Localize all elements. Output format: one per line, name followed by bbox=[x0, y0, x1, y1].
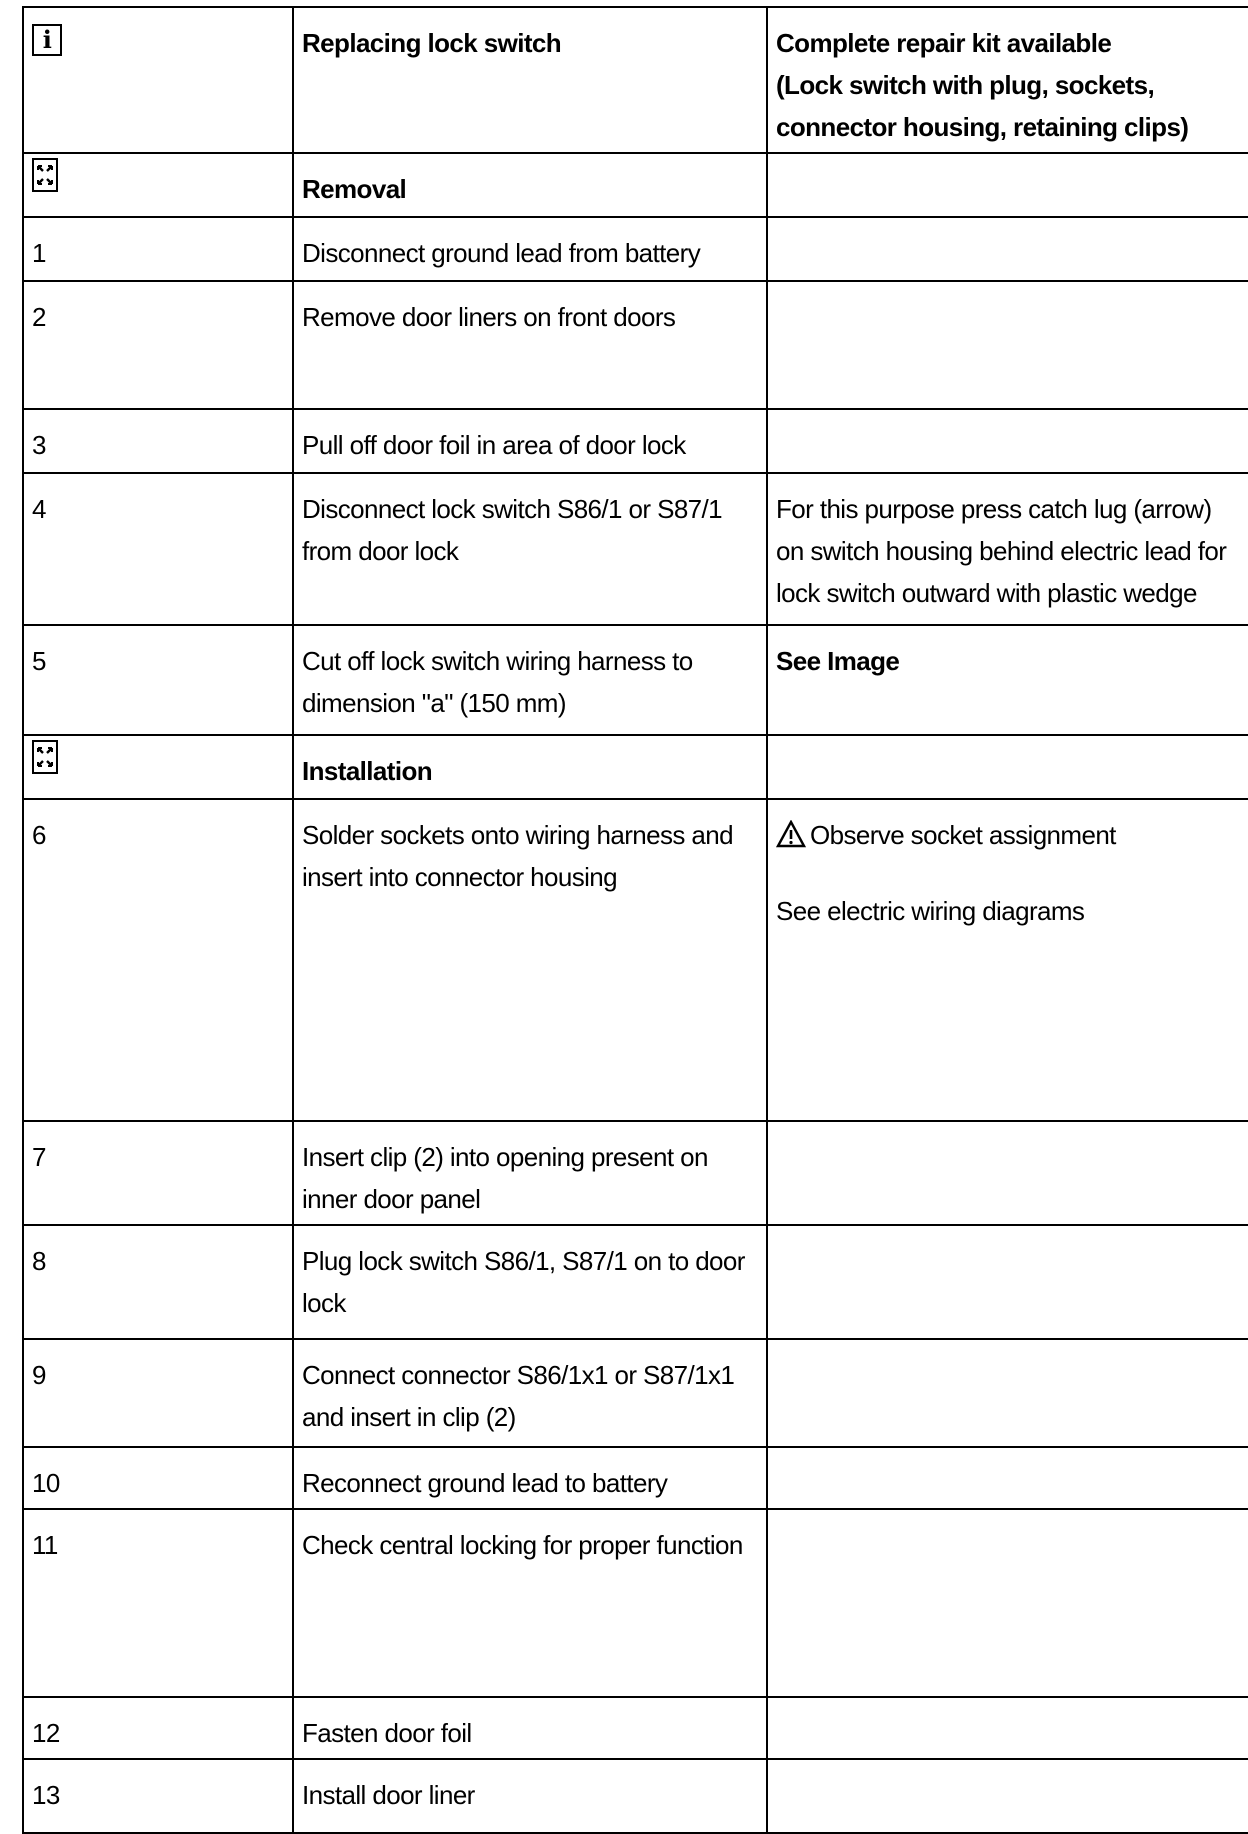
step-number: 1 bbox=[23, 217, 293, 281]
step-row bbox=[23, 1225, 1248, 1339]
warning-text: Observe socket assignment bbox=[810, 820, 1116, 850]
step-text: Solder sockets onto wiring harness and insert into connector housing bbox=[293, 799, 767, 1121]
step-text: Install door liner bbox=[293, 1759, 767, 1833]
step-note bbox=[767, 1759, 1248, 1833]
step-note bbox=[767, 1509, 1248, 1697]
step-row bbox=[23, 799, 1248, 1121]
info-cell bbox=[23, 7, 293, 153]
step-text: Disconnect lock switch S86/1 or S87/1 from door lock bbox=[293, 473, 767, 625]
step-text: Fasten door foil bbox=[293, 1697, 767, 1759]
tool-icon bbox=[32, 158, 58, 192]
step-note bbox=[767, 1447, 1248, 1509]
warning-note bbox=[776, 814, 1241, 860]
procedure-table bbox=[22, 6, 1248, 1834]
step-number: 4 bbox=[23, 473, 293, 625]
info-icon: i bbox=[32, 24, 62, 56]
step-text: Disconnect ground lead from battery bbox=[293, 217, 767, 281]
step-number: 2 bbox=[23, 281, 293, 409]
step-row bbox=[23, 1121, 1248, 1225]
step-row bbox=[23, 1509, 1248, 1697]
step-note: For this purpose press catch lug (arrow) on switch housing behind electric lead for lock switch outward with plastic wedge bbox=[767, 473, 1248, 625]
step-note bbox=[767, 1339, 1248, 1447]
procedure-title: Replacing lock switch bbox=[293, 7, 767, 153]
repair-kit-line1: Complete repair kit available bbox=[776, 28, 1112, 58]
step-row bbox=[23, 625, 1248, 735]
repair-kit-line2: (Lock switch with plug, sockets, connector housing, retaining clips) bbox=[776, 70, 1189, 142]
step-note bbox=[767, 1121, 1248, 1225]
step-note bbox=[767, 799, 1248, 1121]
step-number: 3 bbox=[23, 409, 293, 473]
step-text: Pull off door foil in area of door lock bbox=[293, 409, 767, 473]
repair-kit-note bbox=[767, 7, 1248, 153]
step-text: Check central locking for proper function bbox=[293, 1509, 767, 1697]
step-number: 5 bbox=[23, 625, 293, 735]
header-row bbox=[23, 7, 1248, 153]
section-row-removal bbox=[23, 153, 1248, 217]
empty-cell bbox=[767, 153, 1248, 217]
step-number: 12 bbox=[23, 1697, 293, 1759]
step-number: 7 bbox=[23, 1121, 293, 1225]
step-row bbox=[23, 1759, 1248, 1833]
section-row-installation bbox=[23, 735, 1248, 799]
empty-cell bbox=[767, 735, 1248, 799]
step-row bbox=[23, 473, 1248, 625]
step-row bbox=[23, 1339, 1248, 1447]
step-number: 13 bbox=[23, 1759, 293, 1833]
step-number: 11 bbox=[23, 1509, 293, 1697]
step-row bbox=[23, 409, 1248, 473]
tool-icon bbox=[32, 740, 58, 774]
step-note bbox=[767, 1225, 1248, 1339]
step-text: Reconnect ground lead to battery bbox=[293, 1447, 767, 1509]
step-row bbox=[23, 281, 1248, 409]
warning-icon bbox=[776, 818, 806, 860]
installation-icon-cell bbox=[23, 735, 293, 799]
step-row bbox=[23, 1697, 1248, 1759]
section-label-installation: Installation bbox=[293, 735, 767, 799]
wiring-diagram-note: See electric wiring diagrams bbox=[776, 896, 1085, 926]
step-note bbox=[767, 409, 1248, 473]
step-number: 9 bbox=[23, 1339, 293, 1447]
step-note bbox=[767, 217, 1248, 281]
step-number: 8 bbox=[23, 1225, 293, 1339]
section-label-removal: Removal bbox=[293, 153, 767, 217]
see-image-link[interactable]: See Image bbox=[767, 625, 1248, 735]
step-number: 10 bbox=[23, 1447, 293, 1509]
step-note bbox=[767, 281, 1248, 409]
step-text: Remove door liners on front doors bbox=[293, 281, 767, 409]
step-number: 6 bbox=[23, 799, 293, 1121]
step-text: Plug lock switch S86/1, S87/1 on to door lock bbox=[293, 1225, 767, 1339]
step-text: Insert clip (2) into opening present on inner door panel bbox=[293, 1121, 767, 1225]
step-text: Cut off lock switch wiring harness to dimension "a" (150 mm) bbox=[293, 625, 767, 735]
removal-icon-cell bbox=[23, 153, 293, 217]
step-row bbox=[23, 1447, 1248, 1509]
step-note bbox=[767, 1697, 1248, 1759]
step-text: Connect connector S86/1x1 or S87/1x1 and insert in clip (2) bbox=[293, 1339, 767, 1447]
step-row bbox=[23, 217, 1248, 281]
